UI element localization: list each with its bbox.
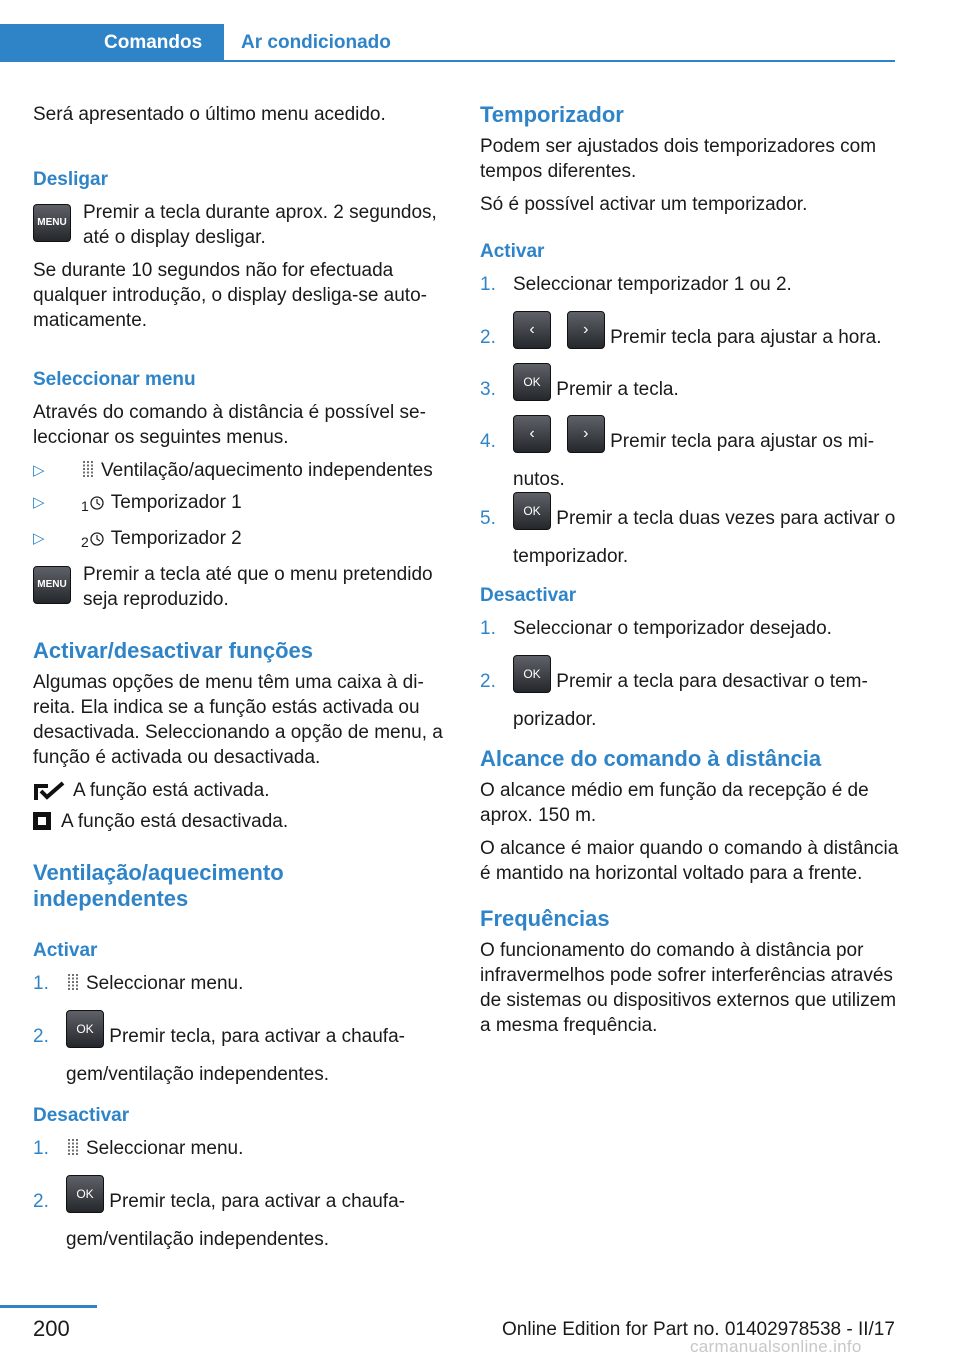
section-frequencias-title: Frequências <box>480 906 610 931</box>
bullet-triangle-icon: ▷ <box>33 494 45 511</box>
ok-key-icon: OK <box>513 363 551 401</box>
ventilacao-activar-steps <box>33 971 453 1085</box>
temporizador-p2: Só é possível activar um temporizador. <box>480 194 808 215</box>
temporizador-desactivar-title: Desactivar <box>480 585 577 606</box>
bullet-triangle-icon: ▷ <box>33 530 45 547</box>
status-off-row: A função está desactivada. <box>33 809 453 834</box>
ok-key-icon: OK <box>513 655 551 693</box>
seleccionar-key-row <box>33 562 453 612</box>
arrow-right-key-icon: › <box>567 415 605 453</box>
ventilacao-desactivar-steps <box>33 1136 453 1250</box>
ventilacao-desactivar-title: Desactivar <box>33 1105 130 1126</box>
section-activar-funcoes-title: Activar/desactivar funções <box>33 638 314 663</box>
list-item: ▷ Ventilação/aquecimento independentes <box>33 460 433 481</box>
arrow-left-key-icon: ‹ <box>513 311 551 349</box>
status-on-row: A função está activada. <box>33 778 453 803</box>
list-item: 5. OK Premir a tecla duas vezes para activar o temporizador. <box>480 492 900 555</box>
intro-text: Será apresentado o último menu acedido. <box>33 104 386 125</box>
menu-list <box>33 458 453 555</box>
checkbox-empty-icon <box>33 812 51 830</box>
list-item: ▷ 1 Temporizador 1 <box>33 490 453 519</box>
list-item: 1. Seleccionar o temporizador desejado. <box>480 618 832 639</box>
list-item: 1. Seleccionar menu. <box>33 1138 244 1159</box>
timer-icon: 2 <box>81 530 105 555</box>
temporizador-activar-title: Activar <box>480 241 545 262</box>
alcance-p2: O alcance é maior quando o comando à distância é mantido na horizontal voltado para a frente. <box>480 838 899 884</box>
tab-comandos[interactable]: Comandos <box>0 24 224 61</box>
section-seleccionar-title: Seleccionar menu <box>33 369 196 390</box>
list-item: 4. ‹ › Premir tecla para ajustar os minutos. <box>480 415 900 478</box>
frequencias-p1: O funcionamento do comando à distância por infravermelhos pode sofrer interferências através de sistemas ou dispositivos externos que utilizem a mesma frequência. <box>480 940 897 1036</box>
temporizador-desactivar-steps <box>480 616 900 730</box>
list-item: 3. OK Premir a tecla. <box>480 363 900 401</box>
seleccionar-key-text: Premir a tecla até que o menu pretendido seja reproduzido. <box>83 564 433 610</box>
bullet-triangle-icon: ▷ <box>33 462 45 479</box>
ventilation-icon <box>66 1137 80 1157</box>
temporizador-p1: Podem ser ajustados dois temporizadores com tempos diferentes. <box>480 136 877 182</box>
ok-key-icon: OK <box>66 1010 104 1048</box>
activar-funcoes-text: Algumas opções de menu têm uma caixa à direita. Ela indica se a função estás activada ou desactivada. Seleccionando a opção de menu, a função é activada ou desactivada. <box>33 672 443 768</box>
ok-key-icon: OK <box>513 492 551 530</box>
section-alcance-title: Alcance do comando à distância <box>480 746 822 771</box>
section-ventilacao-title: Ventilação/aquecimento independentes <box>33 860 284 911</box>
timer-icon: 1 <box>81 494 105 519</box>
arrow-right-key-icon: › <box>567 311 605 349</box>
desligar-note: Se durante 10 segundos não for efectuada qualquer introdução, o display desliga-se automaticamente. <box>33 260 427 331</box>
desligar-text: Premir a tecla durante aprox. 2 segundos, até o display desligar. <box>83 202 437 248</box>
seleccionar-text: Através do comando à distância é possível seleccionar os seguintes menus. <box>33 402 426 448</box>
edition-text: Online Edition for Part no. 01402978538 - II/17 <box>502 1319 895 1340</box>
tab-ar-condicionado[interactable]: Ar condicionado <box>241 32 391 53</box>
list-item: ▷ 2 Temporizador 2 <box>33 526 453 555</box>
ventilation-icon <box>66 972 80 992</box>
list-item: 1. Seleccionar menu. <box>33 973 244 994</box>
arrow-left-key-icon: ‹ <box>513 415 551 453</box>
alcance-p1: O alcance médio em função da recepção é de aprox. 150 m. <box>480 780 869 826</box>
list-item: 1. Seleccionar temporizador 1 ou 2. <box>480 274 792 295</box>
menu-key-icon: MENU <box>33 566 71 604</box>
list-item: 2. OK Premir tecla, para activar a chaufagem/ventilação independentes. <box>33 1175 453 1238</box>
checkbox-checked-icon <box>33 781 67 801</box>
desligar-key-row <box>33 200 453 250</box>
section-desligar-title: Desligar <box>33 169 108 190</box>
list-item: 2. OK Premir tecla, para activar a chaufagem/ventilação independentes. <box>33 1010 453 1073</box>
page-header <box>0 24 895 62</box>
watermark: carmanualsonline.info <box>690 1337 862 1356</box>
page-number: 200 <box>33 1316 70 1341</box>
list-item: 2. OK Premir a tecla para desactivar o temporizador. <box>480 655 900 718</box>
menu-key-icon: MENU <box>33 204 71 242</box>
section-temporizador-title: Temporizador <box>480 102 624 127</box>
ventilacao-activar-title: Activar <box>33 940 98 961</box>
footer-rule <box>0 1305 97 1308</box>
left-column <box>33 102 453 1252</box>
ok-key-icon: OK <box>66 1175 104 1213</box>
list-item: 2. ‹ › Premir tecla para ajustar a hora. <box>480 311 900 349</box>
right-column <box>480 102 900 1046</box>
temporizador-activar-steps <box>480 272 900 567</box>
ventilation-icon <box>81 459 95 479</box>
